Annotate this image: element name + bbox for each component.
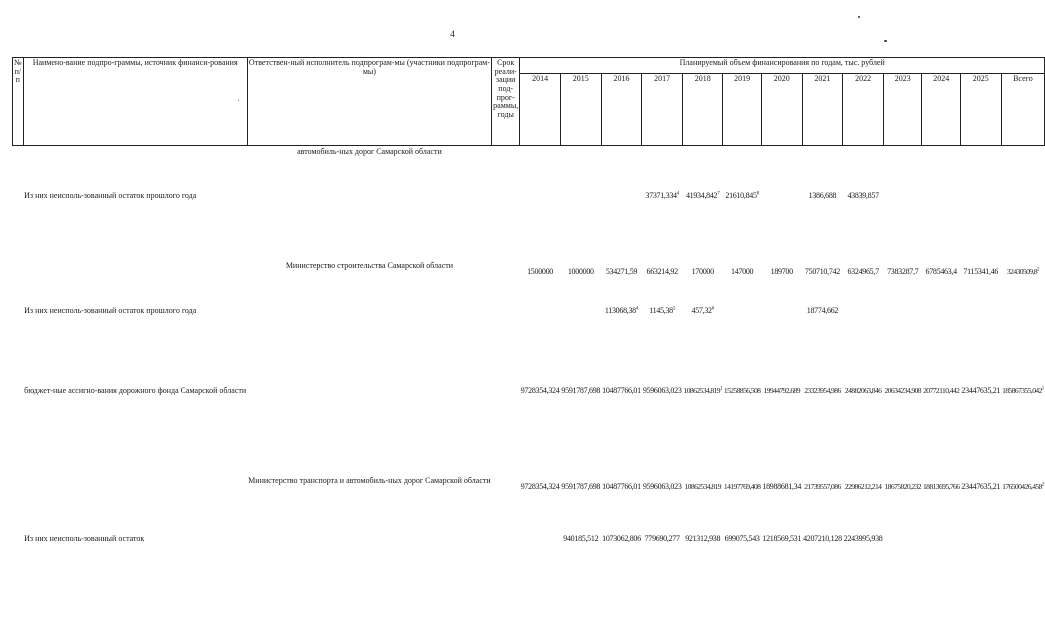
cell-value: 18988681,34 [762, 481, 802, 491]
header-year: 2024 [922, 74, 960, 146]
row-name: бюджет-ные ассигно-вания дорожного фонда Самарской области [24, 385, 247, 395]
cell-value: 9591787,698 [561, 385, 601, 395]
cell-value: 23447635,21 [961, 385, 1001, 395]
cell-value: 663214,92 [646, 266, 678, 276]
cell-value: 23447635,21 [961, 481, 1001, 491]
cell-value: 921312,938 [685, 533, 721, 543]
cell-value: 18813695,766 [922, 481, 960, 491]
row-name: Из них неисполь-зованный остаток прошлого года [24, 190, 197, 200]
footnote-mark: 1 [720, 385, 722, 391]
cell-value: 20634234,908 [884, 385, 921, 395]
cell-value: 14197769,408 [723, 481, 761, 491]
total-value: 176500426,458 [1002, 481, 1042, 491]
cell-value: 699075,543 [724, 533, 760, 543]
header-year: 2019 [723, 74, 761, 146]
row-responsible [247, 192, 492, 262]
cell-value: 4207210,128 [803, 533, 842, 543]
header-year: 2017 [642, 74, 683, 146]
header-year: 2025 [960, 74, 1001, 146]
cell-value: 21739557,086 [804, 481, 841, 491]
table-row [13, 477, 1045, 535]
header-num: № п/п [13, 58, 24, 146]
table-row [13, 387, 1045, 477]
total-value: 185867355,042 [1002, 385, 1042, 395]
cell-value: 10862534,819 [683, 385, 720, 395]
header-year: 2016 [601, 74, 642, 146]
cell-value: 1218569,531 [762, 533, 802, 543]
cell-value: 9728354,324 [520, 481, 560, 491]
cell-value: 10487766,01 [602, 385, 641, 395]
cell-value: 9596063,023 [642, 481, 682, 491]
cell-value: 534271,59 [605, 266, 638, 276]
header-year: 2021 [802, 74, 843, 146]
cell-value: 7383287,7 [887, 266, 919, 276]
footnote-mark: 8 [756, 190, 759, 196]
table-row [13, 192, 1045, 262]
cell-value: 21610,845 [725, 190, 757, 200]
cell-value: 24882063,846 [844, 385, 882, 395]
total-value: 32430509,8 [1006, 266, 1037, 276]
cell-value: 1145,38 [649, 305, 673, 315]
row-name: Из них неисполь-зованный остаток прошлого года [24, 305, 197, 315]
row-responsible: Министерство строительства Самарской области [285, 260, 454, 270]
cell-value: 19944792,689 [763, 385, 800, 395]
scan-speck [884, 40, 887, 42]
cell-value: 23323954,986 [804, 385, 841, 395]
footnote-mark: 4 [635, 305, 639, 311]
table-row [13, 307, 1045, 387]
cell-value: 20772110,442 [923, 385, 960, 395]
footnote-mark: 6 [711, 305, 714, 311]
header-responsible: Ответствен-ный исполнитель подпрограм-мы (участники подпрограм-мы) [247, 58, 492, 146]
page-number: 4 [450, 29, 455, 39]
row-responsible [247, 535, 492, 579]
cell-value: 18774,662 [806, 305, 839, 315]
cell-value: 6785463,4 [925, 266, 957, 276]
cell-value: 170000 [691, 266, 714, 276]
financing-table [12, 57, 1045, 579]
table-row [13, 262, 1045, 307]
scan-speck [858, 16, 860, 18]
footnote-mark: 4 [676, 190, 679, 196]
footnote-mark: 1 [1041, 385, 1044, 391]
footnote-mark: 5 [672, 305, 676, 311]
header-total: Всего [1001, 74, 1045, 146]
cell-value: 750710,742 [804, 266, 840, 276]
cell-value: 9728354,324 [520, 385, 560, 395]
cell-value: 15258856,508 [723, 385, 761, 395]
cell-value: 43839,857 [847, 190, 879, 200]
cell-value: 1386,688 [808, 190, 837, 200]
cell-value: 940185,512 [563, 533, 599, 543]
header-year: 2014 [520, 74, 561, 146]
cell-value: 1500000 [527, 266, 554, 276]
continuation-text: автомобиль-ных дорог Самарской области [297, 147, 442, 156]
cell-value: 113068,38 [604, 305, 636, 315]
cell-value: 1000000 [567, 266, 594, 276]
cell-value: 2243995,938 [843, 533, 883, 543]
cell-value: 37371,334 [645, 190, 677, 200]
header-funding: Планируемый объем финансирования по годам, тыс. рублей [520, 58, 1045, 74]
footnote-mark: 2 [1037, 266, 1039, 272]
row-responsible: Министерство транспорта и автомобиль-ных дорог Самарской области [248, 475, 491, 485]
footnote-mark: 7 [717, 190, 720, 196]
cell-value: 189700 [770, 266, 793, 276]
header-year: 2020 [761, 74, 802, 146]
cell-value: 9596063,023 [642, 385, 682, 395]
cell-value: 10862534,819 [684, 481, 721, 491]
cell-value: 457,32 [691, 305, 712, 315]
header-year: 2023 [883, 74, 921, 146]
cell-value: 22986212,214 [844, 481, 882, 491]
cell-value: 7115341,46 [963, 266, 999, 276]
cell-value: 41934,842 [685, 190, 718, 200]
cell-value: 18675820,232 [884, 481, 921, 491]
row-responsible [247, 307, 492, 387]
header-year: 2018 [683, 74, 723, 146]
row-name: Из них неисполь-зованный остаток [24, 533, 145, 543]
header-year: 2015 [560, 74, 601, 146]
footnote-mark: 2 [1041, 481, 1044, 487]
table-row [13, 535, 1045, 579]
row-responsible [247, 387, 492, 477]
header-name: Наимено-вание подпро-граммы, источник финанси-рования [23, 58, 247, 146]
cell-value: 147000 [731, 266, 754, 276]
cell-value: 779690,277 [644, 533, 680, 543]
cell-value: 1073062,806 [602, 533, 641, 543]
cell-value: 10487766,01 [602, 481, 641, 491]
header-term: Срок реали-зации под-прог-раммы, годы [492, 58, 520, 146]
cell-value: 6324965,7 [847, 266, 879, 276]
cell-value: 9591787,698 [561, 481, 601, 491]
header-year: 2022 [843, 74, 884, 146]
